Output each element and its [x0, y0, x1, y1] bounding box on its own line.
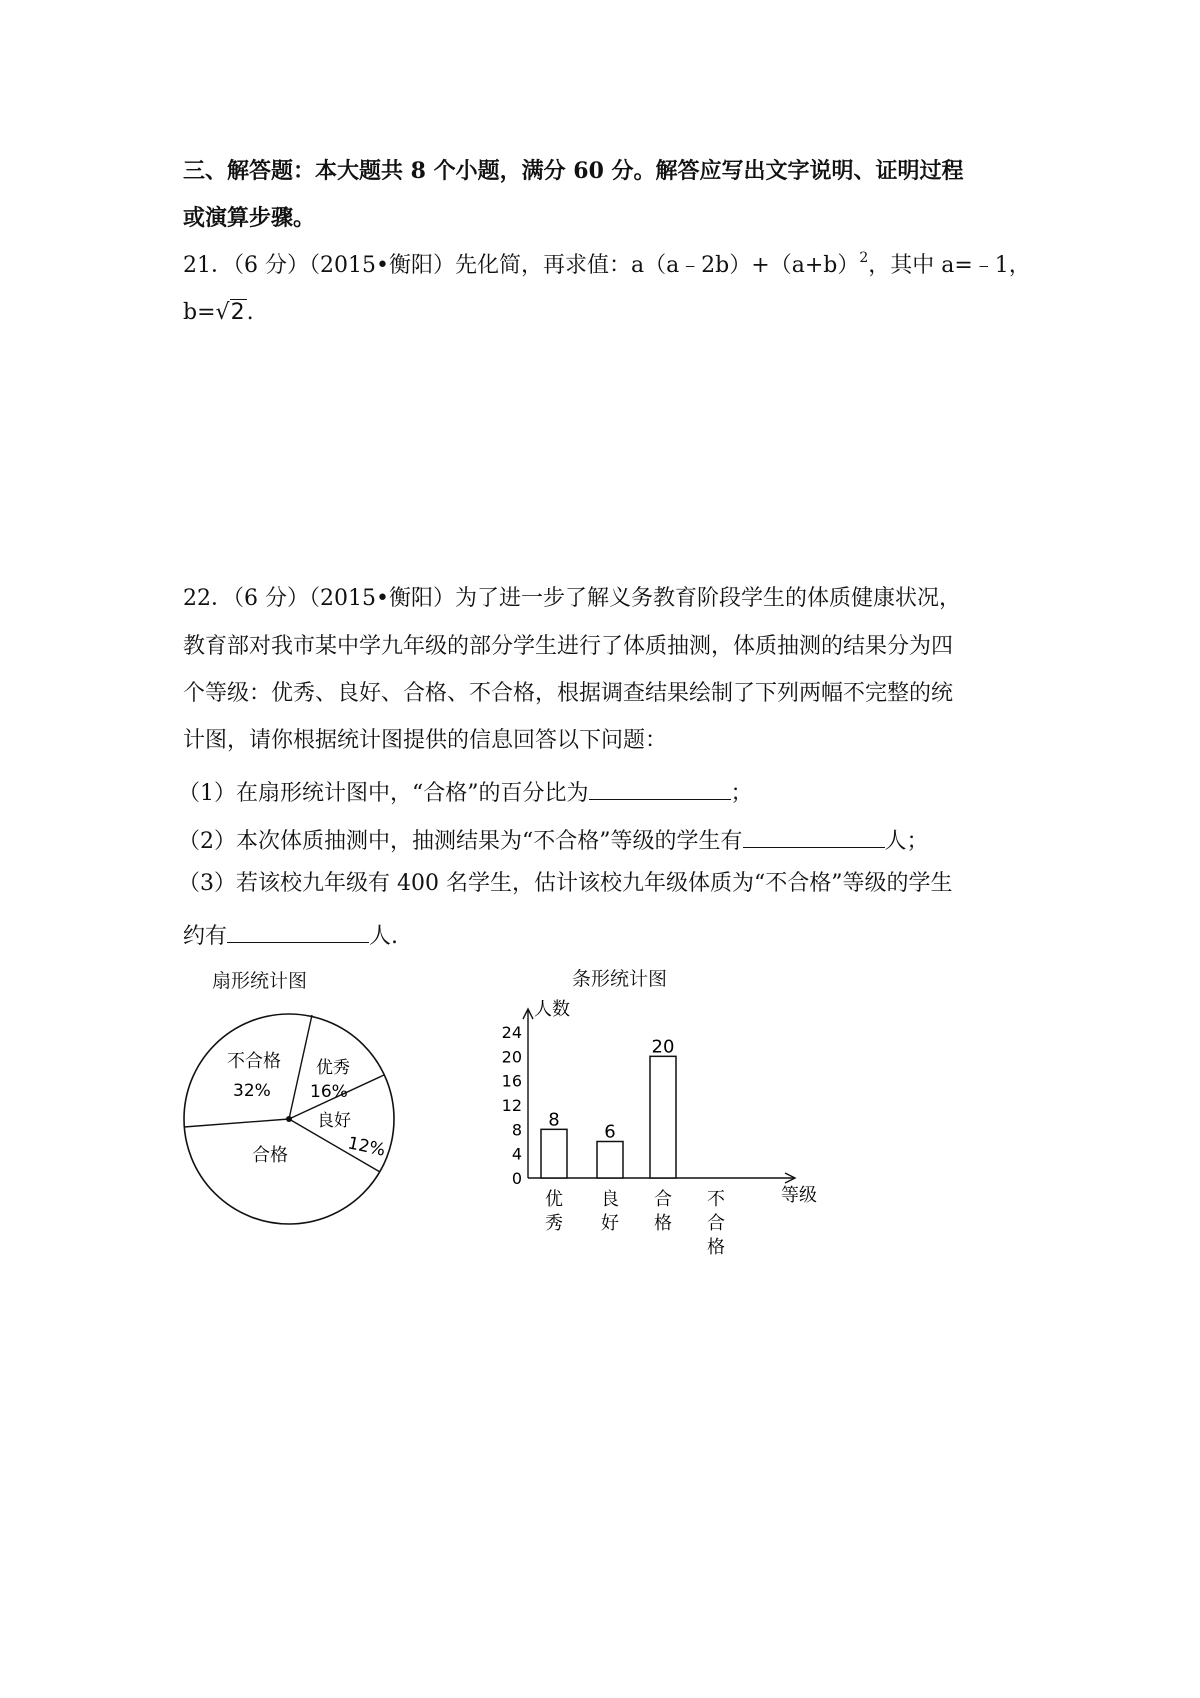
bars	[541, 1036, 676, 1178]
q22-sub3-line2	[183, 920, 398, 949]
bar-data-label: 6	[604, 1121, 616, 1143]
y-tick-label: 12	[501, 1096, 522, 1115]
q22-sub2-text: （2）本次体质抽测中，抽测结果为“不合格”等级的学生有	[178, 829, 743, 854]
pie-chart-title: 扇形统计图	[212, 970, 308, 992]
pie-label-youxiu: 优秀	[316, 1058, 350, 1078]
q21-text-end: ，其中 a=﹣1，	[868, 253, 1031, 278]
section-header-line1: 三、解答题：本大题共 8 个小题，满分 60 分。解答应写出文字说明、证明过程	[183, 158, 964, 184]
sqrt-radicand: 2	[230, 300, 245, 325]
q21-line1	[183, 250, 1031, 280]
x-axis-label: 等级	[781, 1185, 817, 1206]
y-tick-label: 4	[511, 1144, 522, 1164]
y-tick-labels	[502, 1023, 522, 1188]
bar	[650, 1056, 676, 1178]
q22-line1: 22．（6 分）（2015•衡阳）为了进一步了解义务教育阶段学生的体质健康状况，	[183, 586, 961, 611]
q22-sub3-suffix: 人.	[369, 924, 399, 949]
section-header-line2: 或演算步骤。	[183, 205, 316, 231]
y-axis-label: 人数	[534, 999, 570, 1020]
q21-superscript: 2	[859, 250, 869, 266]
pie-value-lianghao: 12%	[345, 1133, 388, 1161]
bar-chart-title: 条形统计图	[572, 968, 668, 990]
sqrt-symbol	[216, 301, 247, 325]
answer-blank-3[interactable]	[227, 920, 369, 943]
pie-divider-1	[289, 1015, 312, 1119]
pie-chart	[170, 1000, 430, 1260]
x-category-label: 格	[707, 1237, 725, 1258]
pie-value-youxiu: 16%	[310, 1082, 348, 1102]
pie-label-hege: 合格	[252, 1145, 288, 1166]
x-category-label: 秀	[545, 1213, 563, 1234]
q22-sub2-suffix: 人；	[884, 829, 929, 854]
pie-value-bujige: 32%	[233, 1081, 271, 1101]
answer-blank-1[interactable]	[589, 777, 731, 800]
q22-sub2	[178, 825, 929, 854]
q22-line3: 个等级：优秀、良好、合格、不合格，根据调查结果绘制了下列两幅不完整的统	[183, 681, 954, 706]
pie-label-lianghao: 良好	[317, 1111, 351, 1131]
q21-b-prefix: b=	[183, 300, 216, 325]
y-tick-label: 16	[501, 1071, 522, 1091]
x-category-label: 格	[654, 1213, 672, 1234]
q22-sub1	[178, 777, 753, 806]
q21-b-suffix: .	[246, 300, 254, 325]
answer-blank-2[interactable]	[743, 825, 885, 848]
q22-line2: 教育部对我市某中学九年级的部分学生进行了体质抽测，体质抽测的结果分为四	[183, 634, 954, 659]
q22-sub1-suffix: ；	[730, 781, 753, 806]
y-tick-label: 0	[511, 1169, 522, 1188]
bar-chart	[490, 995, 840, 1275]
y-tick-label: 20	[501, 1047, 522, 1067]
q22-sub3-text: 约有	[183, 924, 228, 949]
y-tick-label: 8	[511, 1120, 522, 1140]
bar-data-label: 8	[548, 1109, 560, 1131]
pie-label-bujige: 不合格	[227, 1051, 281, 1072]
q21-line2	[183, 301, 254, 325]
bar	[541, 1129, 567, 1178]
y-tick-label: 24	[501, 1023, 522, 1042]
x-category-label: 良	[601, 1189, 619, 1210]
q22-line4: 计图，请你根据统计图提供的信息回答以下问题：	[183, 728, 668, 753]
bar-data-label: 20	[651, 1036, 675, 1058]
x-category-label: 好	[601, 1213, 619, 1234]
x-category-label: 合	[707, 1213, 725, 1234]
pie-divider-4	[184, 1119, 289, 1127]
q21-text-start: 21．（6 分）（2015•衡阳）先化简，再求值：a（a﹣2b）+（a+b）	[183, 253, 860, 278]
bar	[597, 1142, 623, 1179]
sqrt-sign: √	[215, 300, 230, 325]
q22-sub1-text: （1）在扇形统计图中，“合格”的百分比为	[178, 781, 589, 806]
q22-sub3-line1: （3）若该校九年级有 400 名学生，估计该校九年级体质为“不合格”等级的学生	[178, 871, 953, 896]
x-category-label: 合	[654, 1189, 672, 1210]
x-category-label: 不	[707, 1189, 725, 1210]
x-category-label: 优	[545, 1189, 563, 1210]
x-category-labels	[545, 1189, 725, 1258]
